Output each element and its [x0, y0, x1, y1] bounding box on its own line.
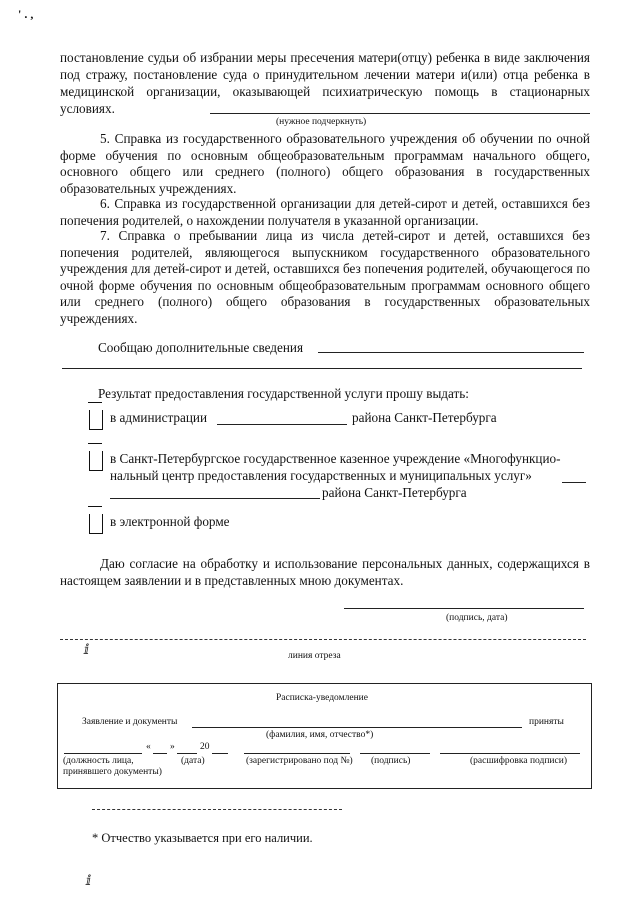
option-mfc-district: района Санкт-Петербурга: [322, 485, 467, 500]
signature-date-label: (подпись, дата): [446, 613, 508, 623]
option-electronic-label: в электронной форме: [110, 514, 230, 529]
receipt-month-field[interactable]: [177, 753, 197, 754]
receipt-fio-label: (фамилия, имя, отчество*): [266, 730, 374, 740]
footnote-separator: [92, 809, 342, 810]
district-field[interactable]: [217, 424, 347, 425]
consent-text: Даю согласие на обработку и использование персональных данных, содержащихся в настоящем заявлении и в представленных мною документах.: [60, 556, 590, 588]
receipt-accepted: приняты: [529, 717, 564, 727]
receipt-position-label: (должность лица,: [63, 756, 134, 766]
additional-info-label: Сообщаю дополнительные сведения: [98, 340, 304, 355]
receipt-date-close: »: [170, 742, 175, 752]
option-mfc-line2: нальный центр предоставления государственных и муниципальных услуг»: [110, 468, 532, 483]
scan-mark: ⅈ: [86, 874, 92, 889]
checkbox-top-line: [88, 443, 102, 444]
receipt-date-label: (дата): [181, 756, 205, 766]
checkbox-administration[interactable]: [89, 410, 103, 430]
option-administration-district: района Санкт-Петербурга: [352, 410, 497, 425]
receipt-year: 20: [200, 742, 210, 752]
receipt-day-field[interactable]: [153, 753, 167, 754]
additional-info-field-2[interactable]: [62, 368, 582, 369]
paragraph-continuation: постановление судьи об избрании меры пресечения матери(отцу) ребенка в виде заключения под стражу, постановление суда о принудительном лечении матери и(или) отца ребенка в медицинской организации, оказывающей психиатрическую помощь в стационарных условиях.: [60, 50, 590, 116]
receipt-position-field[interactable]: [64, 753, 142, 754]
signature-field[interactable]: [344, 608, 584, 609]
item-7: 7. Справка о пребывании лица из числа детей-сирот и детей, оставшихся без попечения родителей, являющегося выпускником государственного образовательного учреждения для детей-сирот и детей, оставшихся без попечения родителей, обучающегося по очной форме обучения по основным общеобразовательным программам основного общего или среднего (полного) общего образования в государственных образовательных учреждениях.: [60, 228, 590, 326]
additional-info-field[interactable]: [318, 352, 584, 353]
receipt-reg-label: (зарегистрировано под №): [246, 756, 353, 766]
mfc-field[interactable]: [562, 482, 586, 483]
receipt-reg-field[interactable]: [244, 753, 350, 754]
option-mfc-line1: в Санкт-Петербургское государственное казенное учреждение «Многофункцио-: [110, 451, 561, 466]
receipt-name-field[interactable]: [192, 727, 522, 728]
receipt-position-label-2: принявшего документы): [63, 767, 162, 777]
scan-marks: ' . ,: [18, 7, 34, 21]
cut-line-label: линия отреза: [288, 651, 341, 661]
receipt-sign-field[interactable]: [360, 753, 430, 754]
item-5: 5. Справка из государственного образовательного учреждения об обучении по очной форме обучения по основным общеобразовательным программам начального общего, основного общего или среднего (полного) общего образования в государственных образовательных учреждениях.: [60, 131, 590, 196]
receipt-decode-label: (расшифровка подписи): [470, 756, 567, 766]
checkbox-electronic[interactable]: [89, 514, 103, 534]
receipt-year-field[interactable]: [212, 753, 228, 754]
cut-line: [60, 639, 586, 640]
checkbox-top-line: [88, 506, 102, 507]
checkbox-mfc[interactable]: [89, 451, 103, 471]
receipt-date-open: «: [146, 742, 151, 752]
receipt-decode-field[interactable]: [440, 753, 580, 754]
underline-note: (нужное подчеркнуть): [276, 117, 367, 127]
scan-mark: ⅈ: [84, 643, 90, 658]
result-header: Результат предоставления государственной услуги прошу выдать:: [98, 386, 469, 401]
footnote: * Отчество указывается при его наличии.: [92, 831, 313, 845]
receipt-sign-label: (подпись): [371, 756, 411, 766]
option-administration-label: в администрации: [110, 410, 208, 425]
item-6: 6. Справка из государственной организации для детей-сирот и детей, оставшихся без попечения родителей, о нахождении получателя в указанной организации.: [60, 196, 590, 228]
checkbox-top-line: [88, 402, 102, 403]
fill-line-underline: [210, 113, 590, 114]
receipt-docs-label: Заявление и документы: [82, 717, 178, 727]
mfc-district-field[interactable]: [110, 498, 320, 499]
receipt-title: Расписка-уведомление: [276, 693, 368, 703]
